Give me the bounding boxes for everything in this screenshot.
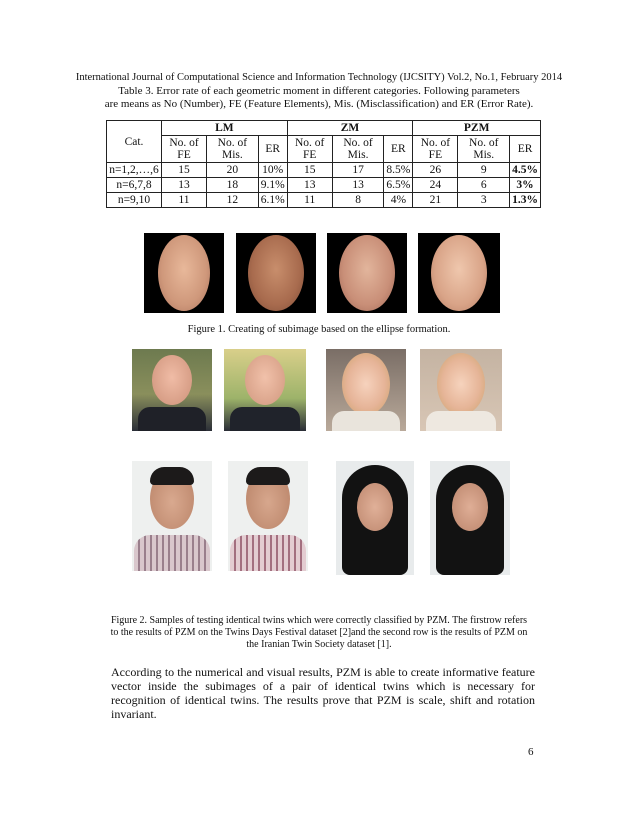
subheader: No. of Mis. — [458, 136, 510, 163]
figure2-caption-line2: to the results of PZM on the Twins Days Festival dataset [2]and the second row is the results of PZM on — [110, 627, 528, 638]
table-cell: n=6,7,8 — [107, 178, 162, 193]
subheader: No. of FE — [413, 136, 458, 163]
table-cell: 3 — [458, 193, 510, 208]
table-cell: 26 — [413, 163, 458, 178]
figure2-caption-line3: the Iranian Twin Society dataset [1]. — [246, 639, 392, 650]
figure1-subimage — [418, 233, 500, 313]
table-cell: 9 — [458, 163, 510, 178]
table-cell: 12 — [207, 193, 259, 208]
table-cell: 1.3% — [510, 193, 541, 208]
table3-caption-line1: Table 3. Error rate of each geometric moment in different categories. Following parameters — [118, 85, 520, 97]
table-row — [107, 193, 541, 208]
table3-caption-line2: are means as No (Number), FE (Feature Elements), Mis. (Misclassification) and ER (Error Rate). — [104, 98, 534, 110]
table-cell: 4% — [384, 193, 413, 208]
table-cell: 15 — [162, 163, 207, 178]
table-cell: 20 — [207, 163, 259, 178]
table-cell: 24 — [413, 178, 458, 193]
table-row — [107, 163, 541, 178]
table-row — [107, 178, 541, 193]
table-cell: 13 — [287, 178, 332, 193]
twin-photo — [132, 349, 212, 431]
table-cell: n=9,10 — [107, 193, 162, 208]
figure1-subimage — [327, 233, 407, 313]
twin-photo — [132, 461, 212, 571]
subheader: No. of FE — [287, 136, 332, 163]
group-header-zm: ZM — [287, 121, 413, 136]
body-paragraph: According to the numerical and visual results, PZM is able to create informative feature vector inside the subimages of a pair of identical twins which is necessary for recognition of identical twins. The results prove that PZM is scale, shift and rotation invariant. — [111, 665, 535, 721]
page-number: 6 — [528, 746, 534, 758]
table-cell: n=1,2,…,6 — [107, 163, 162, 178]
table-cell: 11 — [287, 193, 332, 208]
twin-photo — [430, 461, 510, 575]
table-cell: 13 — [162, 178, 207, 193]
twin-photo — [336, 461, 414, 575]
table-cell: 3% — [510, 178, 541, 193]
table-cell: 10% — [258, 163, 287, 178]
table-cell: 21 — [413, 193, 458, 208]
table-cell: 6.5% — [384, 178, 413, 193]
twin-photo — [224, 349, 306, 431]
error-rate-table — [106, 120, 541, 208]
subheader: No. of FE — [162, 136, 207, 163]
table-cell: 4.5% — [510, 163, 541, 178]
subheader: ER — [510, 136, 541, 163]
twin-photo — [420, 349, 502, 431]
subheader: No. of Mis. — [332, 136, 384, 163]
subheader: ER — [258, 136, 287, 163]
figure1-subimage — [236, 233, 316, 313]
table-cell: 11 — [162, 193, 207, 208]
cat-header: Cat. — [107, 121, 162, 163]
figure1-subimage — [144, 233, 224, 313]
twin-photo — [228, 461, 308, 571]
subheader: No. of Mis. — [207, 136, 259, 163]
subheader: ER — [384, 136, 413, 163]
group-header-pzm: PZM — [413, 121, 541, 136]
table-cell: 17 — [332, 163, 384, 178]
group-header-lm: LM — [162, 121, 288, 136]
figure1-caption: Figure 1. Creating of subimage based on the ellipse formation. — [187, 324, 451, 335]
table-cell: 8.5% — [384, 163, 413, 178]
twin-photo — [326, 349, 406, 431]
table-cell: 6 — [458, 178, 510, 193]
table-cell: 6.1% — [258, 193, 287, 208]
table-cell: 18 — [207, 178, 259, 193]
table-cell: 15 — [287, 163, 332, 178]
table-cell: 8 — [332, 193, 384, 208]
figure2-caption-line1: Figure 2. Samples of testing identical twins which were correctly classified by PZM. The firstrow refers — [110, 615, 528, 626]
journal-header: International Journal of Computational Science and Information Technology (IJCSITY) Vol.2, No.1, February 2014 — [75, 72, 563, 83]
table-cell: 13 — [332, 178, 384, 193]
table-cell: 9.1% — [258, 178, 287, 193]
